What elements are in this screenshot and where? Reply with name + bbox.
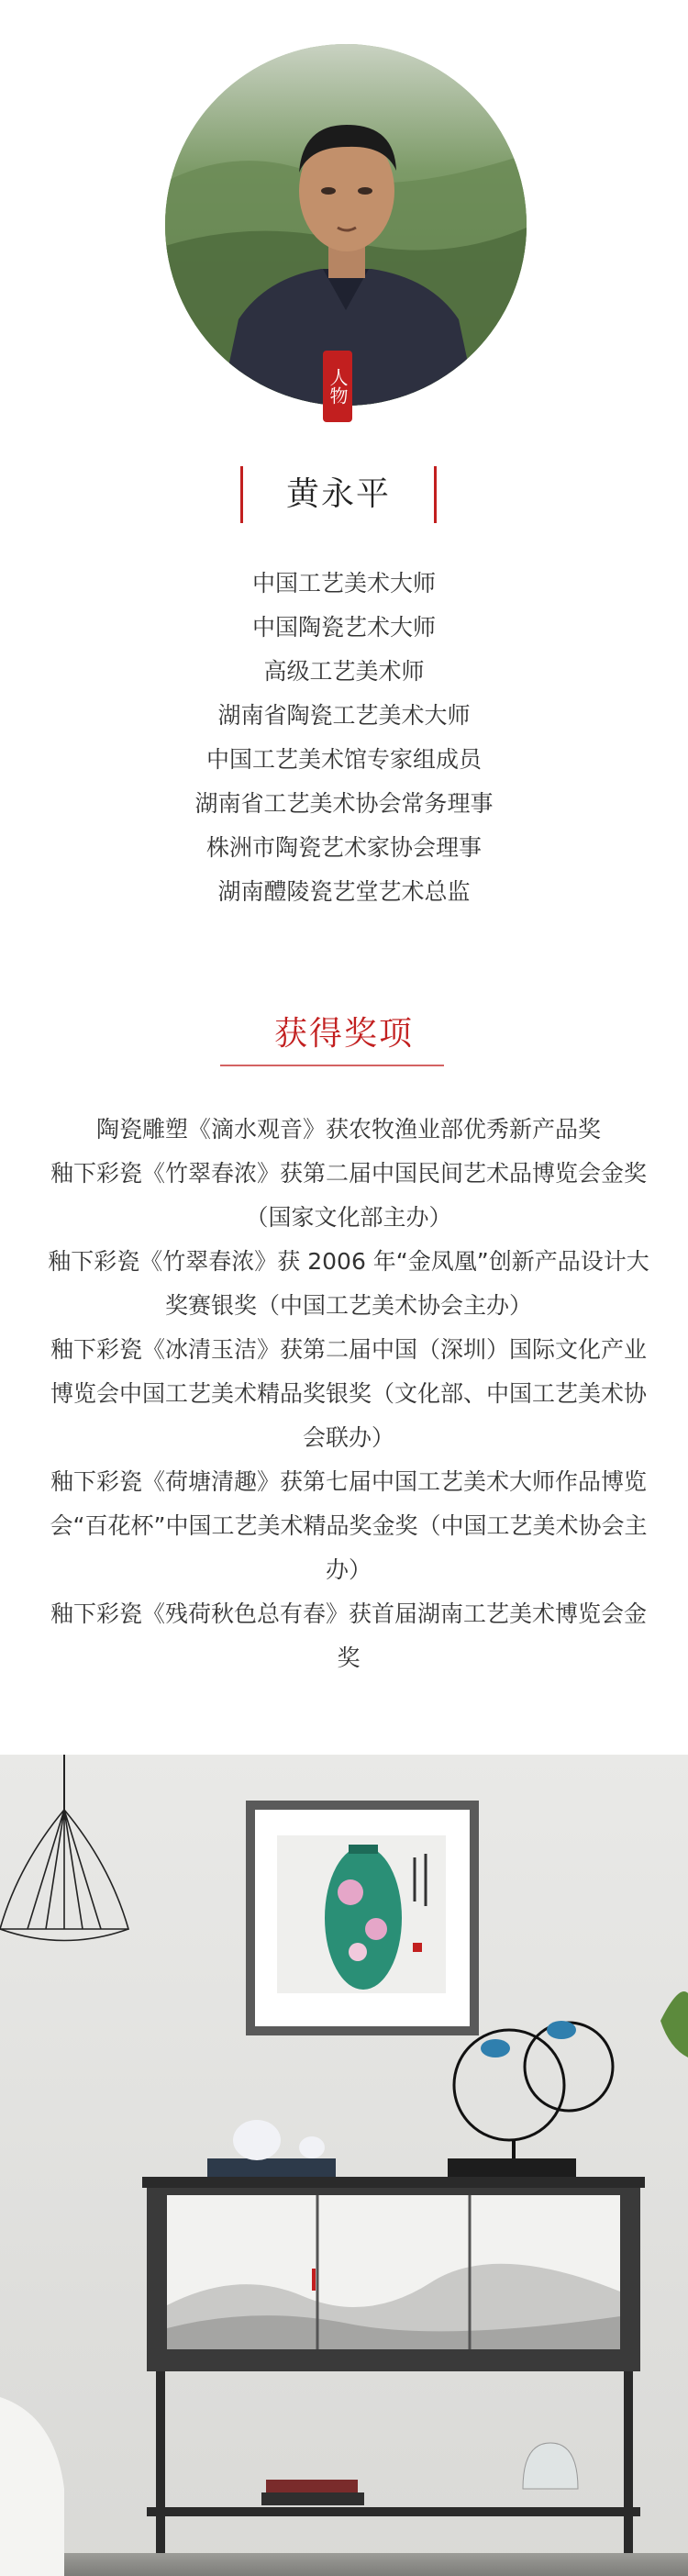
titles-list bbox=[0, 562, 688, 914]
title-item: 湖南醴陵瓷艺堂艺术总监 bbox=[217, 878, 471, 905]
award-item: 釉下彩瓷《荷塘清趣》获第七届中国工艺美术大师作品博览会“百花杯”中国工艺美术精品奖金奖（中国工艺美术协会主办） bbox=[50, 1468, 648, 1583]
artist-name: 黄永平 bbox=[285, 475, 391, 513]
awards-list bbox=[44, 1108, 653, 1680]
name-box bbox=[240, 466, 437, 523]
title-item: 中国工艺美术大师 bbox=[251, 570, 436, 597]
award-item: 釉下彩瓷《竹翠春浓》获第二届中国民间艺术品博览会金奖（国家文化部主办） bbox=[50, 1160, 647, 1231]
title-item: 高级工艺美术师 bbox=[263, 658, 425, 685]
interior-photo bbox=[0, 1755, 688, 2576]
title-item: 湖南省陶瓷工艺美术大师 bbox=[217, 702, 471, 729]
award-item: 釉下彩瓷《残荷秋色总有春》获首届湖南工艺美术博览会金奖 bbox=[50, 1600, 647, 1671]
awards-divider bbox=[220, 1065, 444, 1066]
award-item: 釉下彩瓷《冰清玉洁》获第二届中国（深圳）国际文化产业博览会中国工艺美术精品奖银奖（文化部、中国工艺美术协会联办） bbox=[50, 1336, 647, 1451]
name-bar-right bbox=[434, 466, 437, 523]
title-item: 湖南省工艺美术协会常务理事 bbox=[194, 790, 494, 817]
title-item: 株洲市陶瓷艺术家协会理事 bbox=[205, 834, 482, 861]
awards-heading: 获得奖项 bbox=[273, 1015, 414, 1053]
interior-scene bbox=[0, 1755, 688, 2576]
award-item: 釉下彩瓷《竹翠春浓》获 2006 年“金凤凰”创新产品设计大奖赛银奖（中国工艺美术协会主办） bbox=[48, 1248, 649, 1319]
title-item: 中国工艺美术馆专家组成员 bbox=[205, 746, 482, 773]
title-item: 中国陶瓷艺术大师 bbox=[251, 614, 436, 641]
award-item: 陶瓷雕塑《滴水观音》获农牧渔业部优秀新产品奖 bbox=[95, 1116, 601, 1143]
seal-stamp: 人物 bbox=[323, 351, 352, 422]
